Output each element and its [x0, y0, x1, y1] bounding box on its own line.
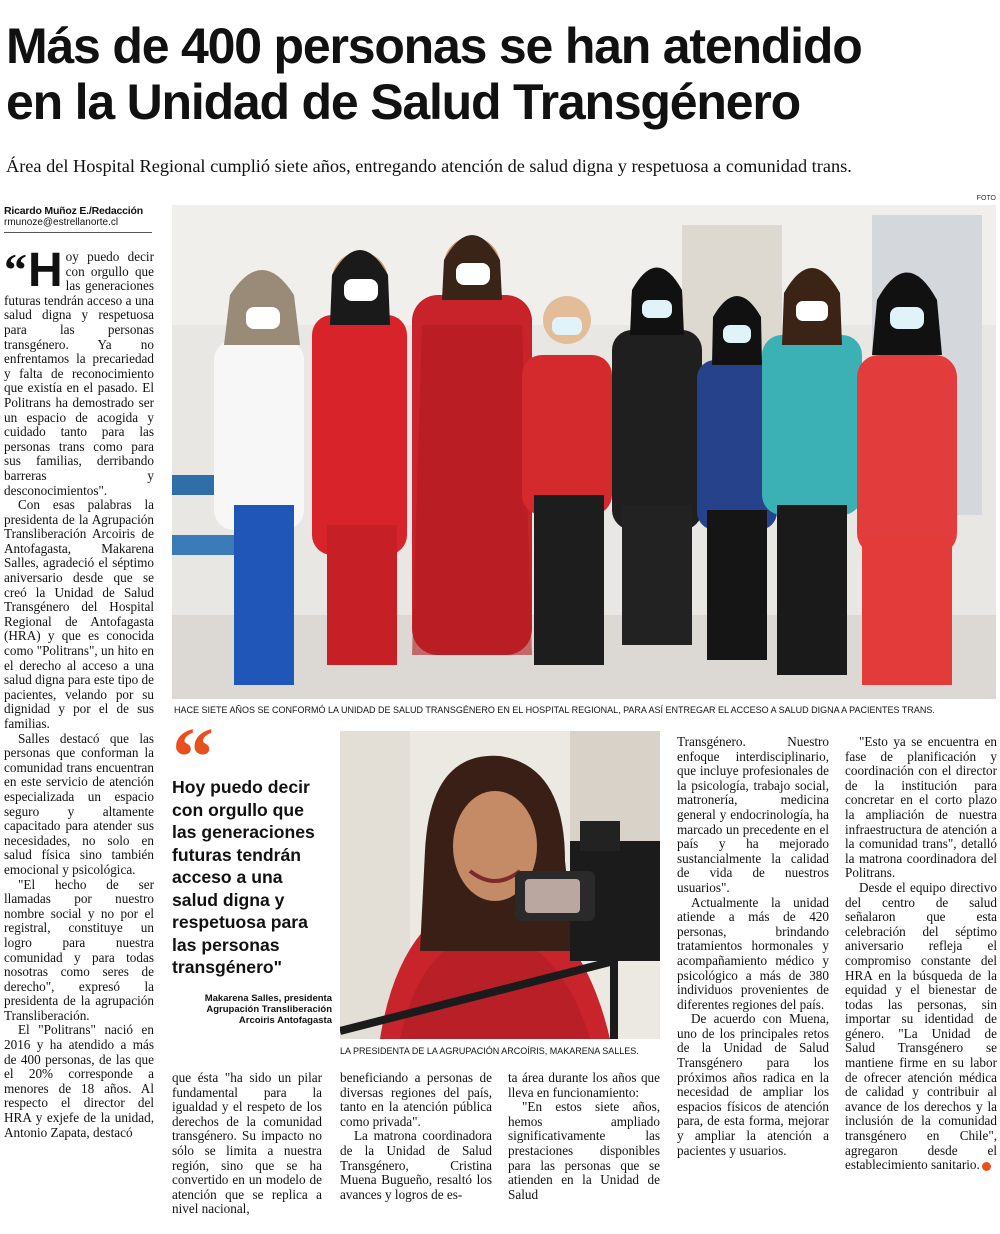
second-photo-caption: LA PRESIDENTA DE LA AGRUPACIÓN ARCOÍRIS, MAKARENA SALLES. — [340, 1046, 639, 1056]
paragraph: La matrona coordinadora de la Unidad de Salud Transgénero, Cristina Muena Bugueño, resaltó los avances y logros de es- — [340, 1128, 492, 1202]
headline — [6, 18, 996, 130]
pull-quote-attribution: Makarena Salles, presidenta Agrupación Transliberación Arcoiris Antofagasta — [204, 992, 332, 1026]
article-column-2 — [172, 1071, 322, 1217]
photo-credit: FOTO — [976, 195, 996, 202]
article-column-4 — [508, 1071, 660, 1202]
paragraph: ta área durante los años que lleva en funcionamiento: — [508, 1070, 660, 1100]
article-column-1 — [4, 244, 154, 1140]
paragraph: De acuerdo con Muena, uno de los principales retos de la Unidad de Salud Transgénero para los próximos años radica en la necesidad de ampliar los espacios físicos de atención para, de esta forma, mejorar y ampliar la atención a pacientes y usuarios. — [677, 1011, 829, 1158]
headline-line-2: en la Unidad de Salud Transgénero — [6, 74, 800, 130]
drop-cap: H — [28, 244, 63, 297]
paragraph: Transgénero. Nuestro enfoque interdisciplinario, que incluye profesionales de la psicología, trabajo social, matronería, medicina general y endocrinología, ha marcado un precedente en el país y ha mejorado sustancialmente la calidad de vida de nuestros usuarios". — [677, 734, 829, 895]
lead-paragraph: “ H oy puedo decir con orgullo que las generaciones futuras tendrán acceso a una salud digna y respetuosa para las personas transgénero. Ya no enfrentamos la precariedad y falta de reconocimiento que existía en el pasado. El Politrans ha demostrado ser un espacio de acogida y cuidado tanto para las personas trans como para sus familias, derribando barreras y desconocimientos". — [4, 244, 154, 498]
byline — [4, 205, 152, 233]
paragraph: beneficiando a personas de diversas regiones del país, tanto en la atención pública como privada". — [340, 1070, 492, 1129]
main-photo — [172, 205, 996, 699]
article-column-6 — [845, 735, 997, 1173]
paragraph: "El hecho de ser llamadas por nuestro nombre social y no por el registral, constituye un logro para nuestra comunidad y para todas nosotras como seres de derecho", expresó la presidenta de la agrupación Transliberación. — [4, 876, 154, 1023]
article-column-3 — [340, 1071, 492, 1202]
pull-quote — [172, 728, 332, 1026]
paragraph: "En estos siete años, hemos ampliado significativamente las prestaciones disponibles para las personas que se atienden en la Unidad de Salud — [508, 1099, 660, 1202]
paragraph: "Esto ya se encuentra en fase de planificación y coordinación con el director de la institución para concretar en el corto plazo la ampliación de nuestra infraestructura de atención a la comunidad trans", detalló la matrona coordinadora del Politrans. — [845, 734, 997, 881]
pull-quote-text: Hoy puedo decir con orgullo que las generaciones futuras tendrán acceso a una salud digna y respetuosa para las personas transgénero" — [172, 777, 315, 977]
paragraph: Salles destacó que las personas que conforman la comunidad trans encuentran en este servicio de atención especializada un espacio seguro y altamente capacitado para atender sus necesidades, no solo en salud física sino también emocional y psicológica. — [4, 730, 154, 877]
subheadline: Área del Hospital Regional cumplió siete años, entregando atención de salud digna y respetuosa a comunidad trans. — [6, 156, 852, 176]
paragraph: El "Politrans" nació en 2016 y ha atendido a más de 400 personas, de las que el 20% corresponde a menores de 18 años. Al respecto el director del HRA y exjefe de la unidad, Antonio Zapata, destacó — [4, 1022, 154, 1140]
drop-quote-mark: “ — [4, 244, 27, 295]
headline-line-1: Más de 400 personas se han atendido — [6, 18, 862, 74]
paragraph: Actualmente la unidad atiende a más de 420 personas, brindando tratamientos hormonales y acompañamiento médico y psicológico a más de 380 individuos provenientes de diferentes regiones del país. — [677, 894, 829, 1012]
paragraph: que ésta "ha sido un pilar fundamental para la igualdad y el respeto de los derechos de la comunidad transgénero. Su impacto no sólo se limita a nuestra región, sino que se ha convertido en un modelo de atención que se replica a nivel nacional, — [172, 1070, 322, 1217]
paragraph: Con esas palabras la presidenta de la Agrupación Transliberación Arcoiris de Antofagasta, Makarena Salles, agradeció el séptimo aniversario desde que se creó la Unidad de Salud Transgénero del Hospital Regional de Antofagasta (HRA) y que es conocida como "Politrans", un hito en el derecho al acceso a una salud digna para este tipo de pacientes, velando por su dignidad y por el de sus familias. — [4, 497, 154, 731]
end-of-article-icon — [982, 1162, 991, 1171]
second-photo — [340, 731, 660, 1039]
paragraph: Desde el equipo directivo del centro de salud señalaron que esta celebración del séptimo aniversario refleja el compromiso constante del HRA en la búsqueda de la equidad y el bienestar de todas las personas, sin importar su identidad de género. "La Unidad de Salud Transgénero se mantiene firme en su labor de ofrecer atención médica de calidad y contribuir al avance de los derechos y la inclusión de la comunidad transgénero en Chile", agregaron desde el establecimiento sanitario. — [845, 879, 997, 1173]
quote-icon — [172, 728, 332, 774]
byline-email: rmunoze@estrellanorte.cl — [4, 217, 119, 228]
article-column-5 — [677, 735, 829, 1158]
main-photo-caption: HACE SIETE AÑOS SE CONFORMÓ LA UNIDAD DE SALUD TRANSGÉNERO EN EL HOSPITAL REGIONAL, PARA ASÍ ENTREGAR EL ACCESO A SALUD DIGNA A PACIENTES TRANS. — [174, 705, 935, 715]
byline-author: Ricardo Muñoz E./Redacción — [4, 205, 143, 217]
